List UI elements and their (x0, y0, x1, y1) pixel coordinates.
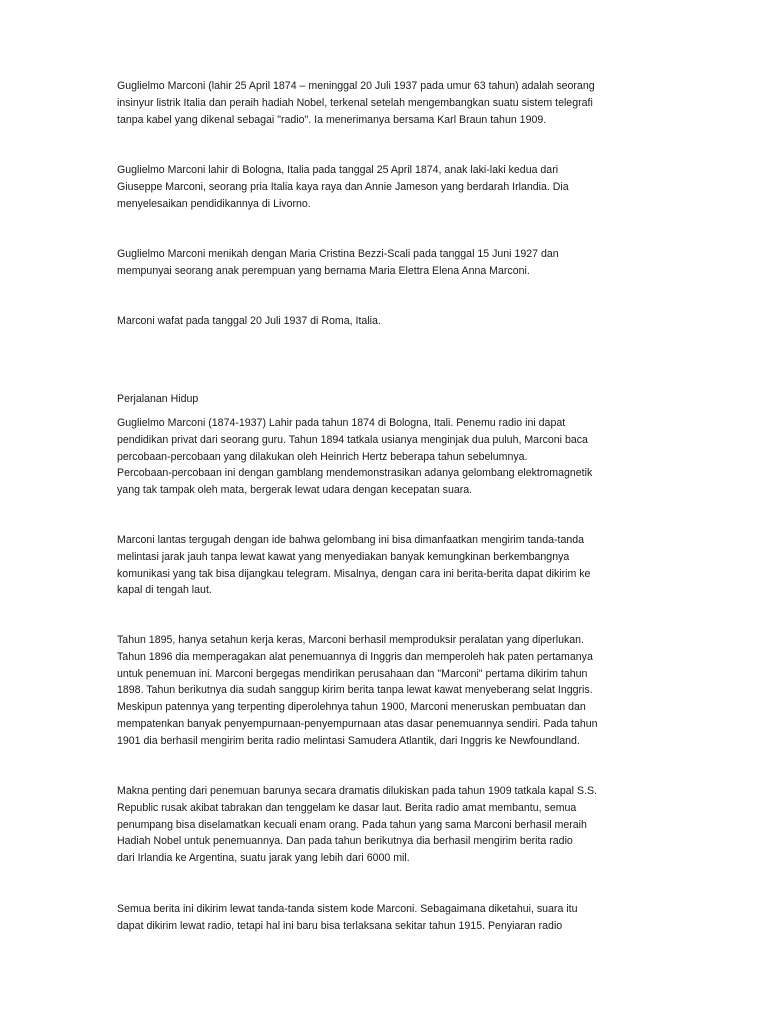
text-line: 1898. Tahun berikutnya dia sudah sanggup kirim berita tanpa lewat kawat menyeberang selat Inggris. (117, 684, 593, 697)
paragraph-early-life (117, 415, 662, 499)
heading-text: Perjalanan Hidup (117, 393, 199, 405)
text-line: Republic rusak akibat tabrakan dan tenggelam ke dasar laut. Berita radio amat membantu, semua (117, 801, 577, 814)
section-heading (117, 391, 662, 408)
text-line: insinyur listrik Italia dan peraih hadiah Nobel, terkenal setelah mengembangkan suatu sistem telegrafi (117, 96, 593, 109)
text-line: Percobaan-percobaan ini dengan gamblang mendemonstrasikan adanya gelombang elektromagnetik (117, 467, 593, 480)
paragraph-significance (117, 783, 662, 867)
text-line: Guglielmo Marconi menikah dengan Maria Cristina Bezzi-Scali pada tanggal 15 Juni 1927 dan (117, 248, 559, 260)
text-line: Hadiah Nobel untuk penemuannya. Dan pada tahun berikutnya dia berhasil mengirim berita radio (117, 835, 573, 848)
text-line: Makna penting dari penemuan barunya secara dramatis dilukiskan pada tahun 1909 tatkala kapal S.S. (117, 785, 597, 797)
text-line: 1901 dia berhasil mengirim berita radio melintasi Samudera Atlantik, dari Inggris ke Newfoundland. (117, 734, 580, 747)
paragraph-birth (117, 162, 662, 212)
text-line: Tahun 1896 dia memperagakan alat penemuannya di Inggris dan memperoleh hak paten pertamanya (117, 650, 593, 663)
text-line: Semua berita ini dikirim lewat tanda-tanda sistem kode Marconi. Sebagaimana diketahui, suara itu (117, 903, 578, 915)
paragraph-marriage (117, 246, 662, 280)
text-line: Meskipun patennya yang terpenting diperolehnya tahun 1900, Marconi meneruskan pembuatan dan (117, 701, 586, 714)
text-line: kapal di tengah laut. (117, 584, 212, 597)
paragraph-idea (117, 532, 662, 599)
paragraph-patents (117, 632, 662, 750)
text-line: mempatenkan banyak penyempurnaan-penyempurnaan atas dasar penemuannya sendiri. Pada tahun (117, 717, 598, 730)
text-line: mempunyai seorang anak perempuan yang bernama Maria Elettra Elena Anna Marconi. (117, 264, 530, 277)
text-line: untuk penemuan ini. Marconi bergegas mendirikan perusahaan dan "Marconi" pertama dikirim tahun (117, 667, 588, 680)
text-line: pendidikan privat dari seorang guru. Tahun 1894 tatkala usianya menginjak dua puluh, Marconi baca (117, 433, 588, 446)
text-line: percobaan-percobaan yang dilakukan oleh Heinrich Hertz beberapa tahun sebelumnya. (117, 450, 528, 463)
text-line: Guglielmo Marconi (1874-1937) Lahir pada tahun 1874 di Bologna, Itali. Penemu radio ini dapat (117, 417, 566, 429)
text-line: penumpang bisa diselamatkan kecuali enam orang. Pada tahun yang sama Marconi berhasil meraih (117, 818, 587, 831)
text-line: yang tak tampak oleh mata, bergerak lewat udara dengan kecepatan suara. (117, 484, 473, 497)
text-line: Marconi wafat pada tanggal 20 Juli 1937 di Roma, Italia. (117, 315, 381, 327)
text-line: Giuseppe Marconi, seorang pria Italia kaya raya dan Annie Jameson yang berdarah Irlandia. Dia (117, 180, 569, 193)
text-line: Marconi lantas tergugah dengan ide bahwa gelombang ini bisa dimanfaatkan mengirim tanda-tanda (117, 534, 585, 546)
paragraph-intro (117, 78, 662, 128)
text-line: menyelesaikan pendidikannya di Livorno. (117, 197, 311, 210)
text-line: Tahun 1895, hanya setahun kerja keras, Marconi berhasil memproduksir peralatan yang diperlukan. (117, 634, 584, 646)
paragraph-death (117, 313, 662, 330)
text-line: dari Irlandia ke Argentina, suatu jarak yang lebih dari 6000 mil. (117, 852, 410, 865)
text-line: Guglielmo Marconi (lahir 25 April 1874 – meninggal 20 Juli 1937 pada umur 63 tahun) adalah seorang (117, 80, 595, 92)
text-line: tanpa kabel yang dikenal sebagai "radio". Ia menerimanya bersama Karl Braun tahun 1909. (117, 113, 547, 126)
text-line: dapat dikirim lewat radio, tetapi hal ini baru bisa terlaksana sekitar tahun 1915. Penyiaran radio (117, 919, 563, 932)
paragraph-morse-code (117, 901, 662, 935)
text-line: Guglielmo Marconi lahir di Bologna, Italia pada tanggal 25 April 1874, anak laki-laki kedua dari (117, 164, 559, 176)
text-line: melintasi jarak jauh tanpa lewat kawat yang menyediakan banyak kemungkinan berkembangnya (117, 550, 570, 563)
text-line: komunikasi yang tak bisa dijangkau telegram. Misalnya, dengan cara ini berita-berita dapat dikirim ke (117, 567, 591, 580)
